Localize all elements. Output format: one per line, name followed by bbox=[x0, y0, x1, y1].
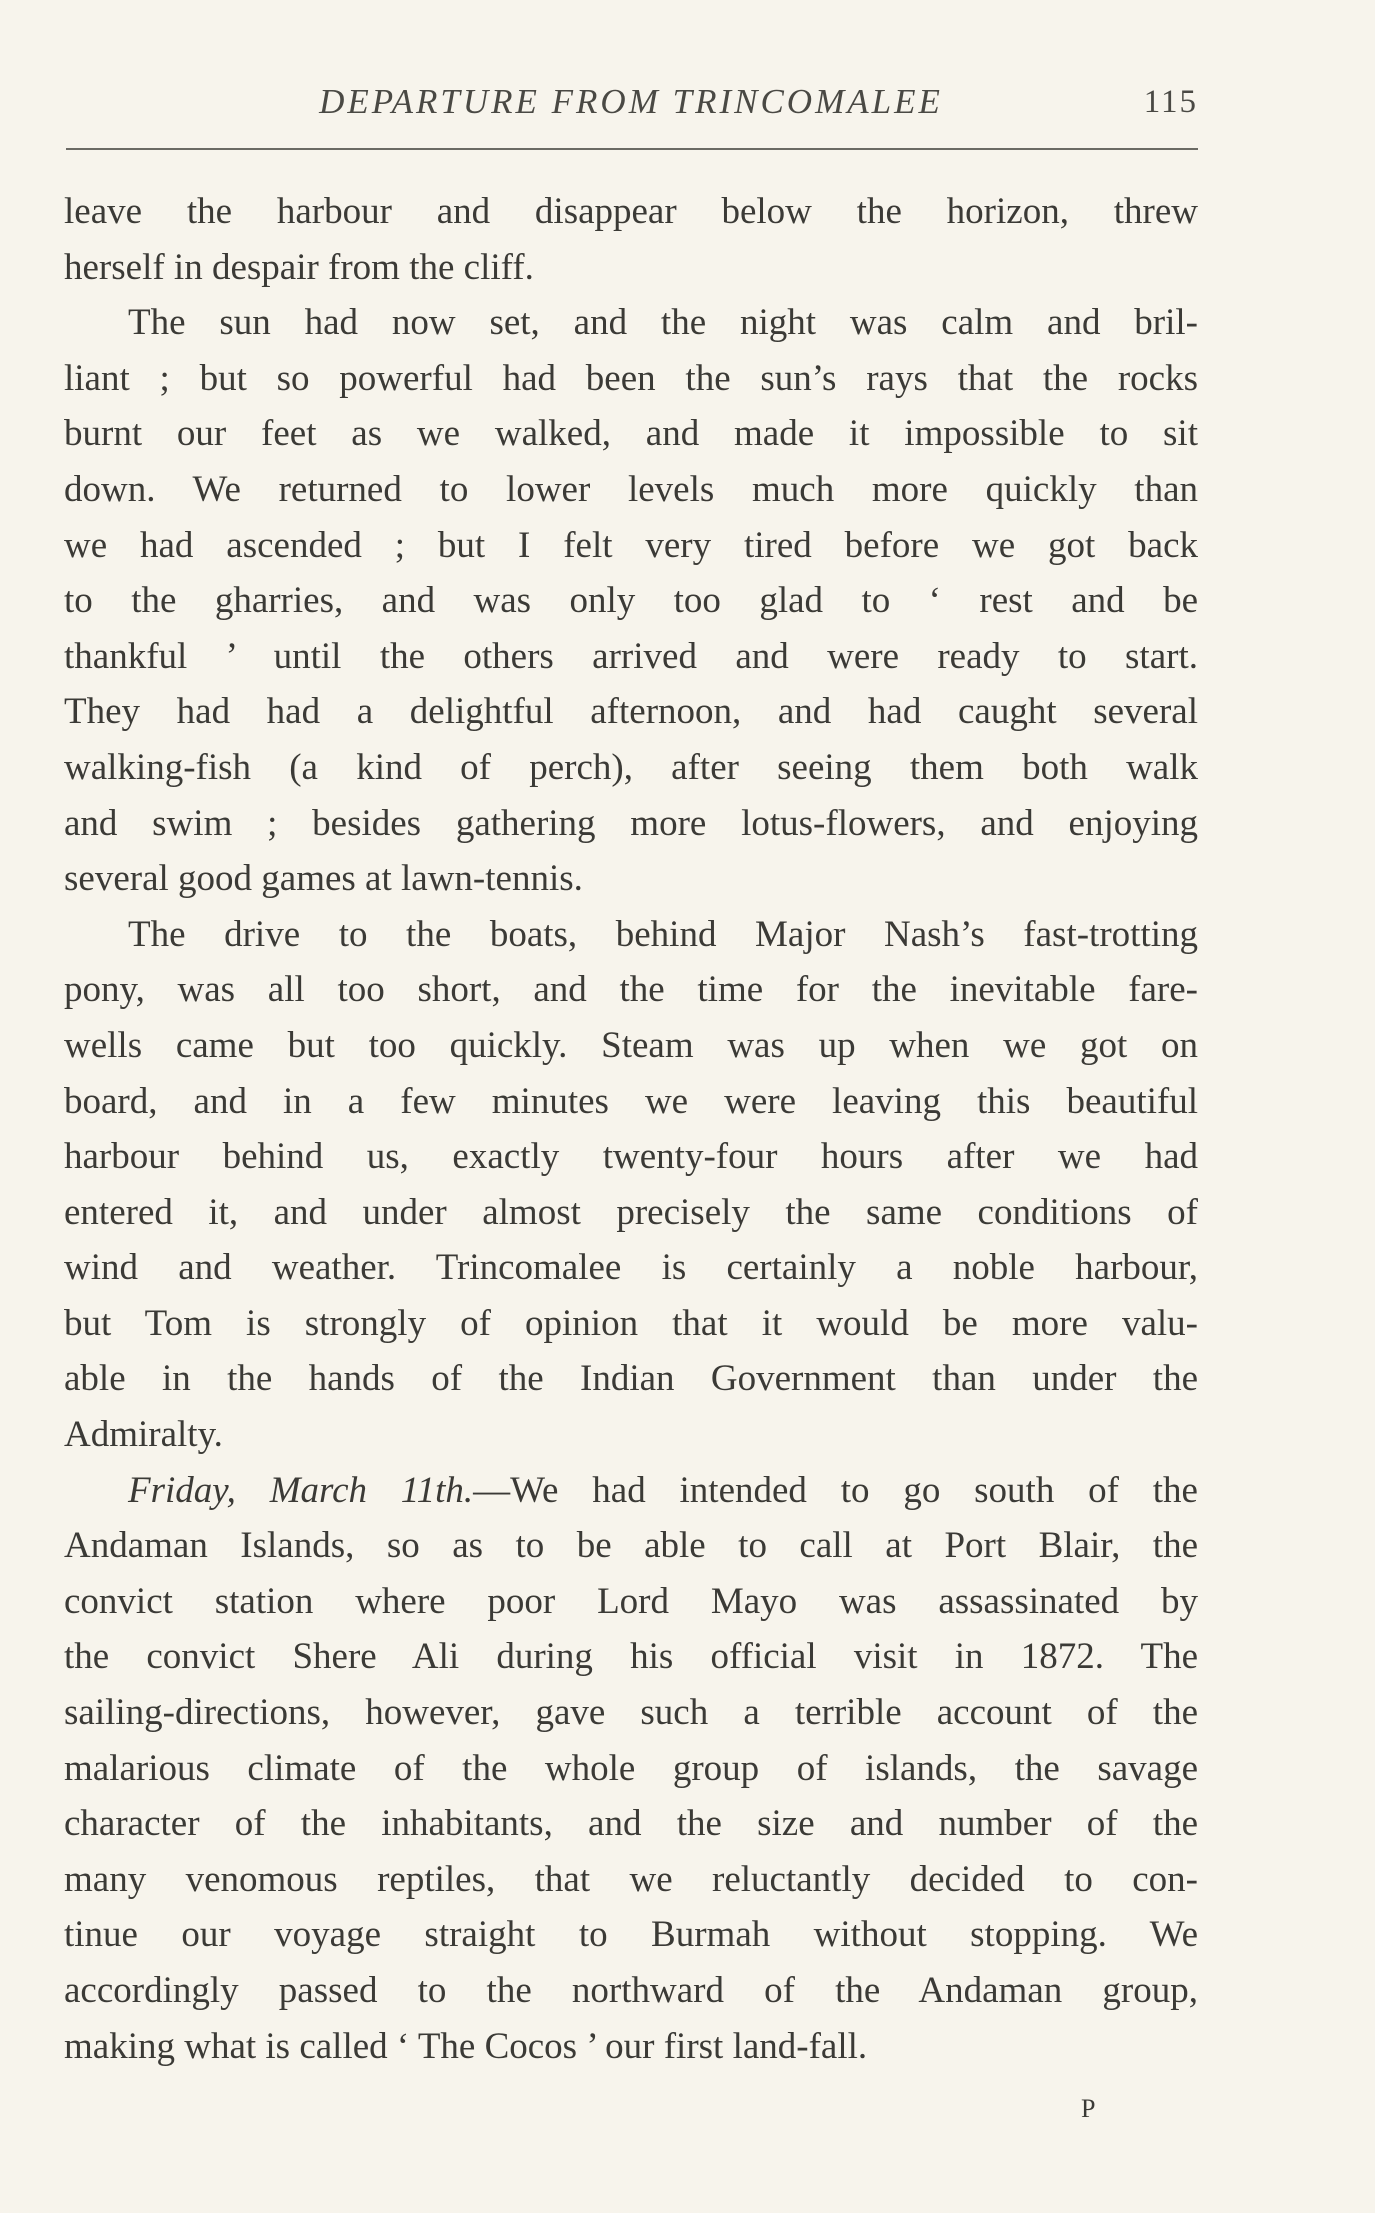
text-line: tinue our voyage straight to Burmah without stopping. We bbox=[64, 1914, 1198, 1956]
paragraph-start: The drive to the boats, behind Major Nash’s fast-trotting bbox=[128, 913, 1198, 955]
text-line: pony, was all too short, and the time for the inevitable fare- bbox=[64, 969, 1198, 1011]
text-line: burnt our feet as we walked, and made it impossible to sit bbox=[64, 413, 1198, 455]
text-line: wind and weather. Trincomalee is certainly a noble harbour, bbox=[64, 1247, 1198, 1289]
text-line: we had ascended ; but I felt very tired before we got back bbox=[64, 524, 1198, 566]
text-line: liant ; but so powerful had been the sun’s rays that the rocks bbox=[64, 357, 1198, 399]
text-line: entered it, and under almost precisely the same conditions of bbox=[64, 1191, 1198, 1233]
text-line: accordingly passed to the northward of the Andaman group, bbox=[64, 1970, 1198, 2011]
text-line: Andaman Islands, so as to be able to call at Port Blair, the bbox=[64, 1525, 1198, 1567]
text-line: making what is called ‘ The Cocos ’ our first land-fall. bbox=[64, 2025, 868, 2067]
text-line: walking-fish (a kind of perch), after seeing them both walk bbox=[64, 746, 1198, 788]
running-title: DEPARTURE FROM TRINCOMALEE bbox=[319, 82, 943, 121]
page-header bbox=[64, 82, 1198, 132]
text-line: board, and in a few minutes we were leaving this beautiful bbox=[64, 1080, 1198, 1122]
text-line: down. We returned to lower levels much more quickly than bbox=[64, 468, 1198, 510]
text-line: herself in despair from the cliff. bbox=[64, 246, 534, 288]
entry-date: Friday, March 11th. bbox=[128, 1469, 474, 1511]
text-line: several good games at lawn-tennis. bbox=[64, 858, 583, 900]
text-line: wells came but too quickly. Steam was up when we got on bbox=[64, 1024, 1198, 1066]
text-line: able in the hands of the Indian Government than under the bbox=[64, 1358, 1198, 1400]
text-line: Admiralty. bbox=[64, 1414, 223, 1456]
text-line: leave the harbour and disappear below the horizon, threw bbox=[64, 191, 1198, 232]
header-rule bbox=[66, 148, 1198, 150]
text-line: malarious climate of the whole group of islands, the savage bbox=[64, 1747, 1198, 1789]
dated-entry-line bbox=[64, 1463, 1198, 1519]
text-line: many venomous reptiles, that we reluctantly decided to con- bbox=[64, 1858, 1198, 1900]
entry-text: —We had intended to go south of the bbox=[473, 1469, 1198, 1511]
text-line: the convict Shere Ali during his official visit in 1872. The bbox=[64, 1636, 1198, 1678]
text-line: convict station where poor Lord Mayo was assassinated by bbox=[64, 1580, 1198, 1622]
text-line: to the gharries, and was only too glad to ‘ rest and be bbox=[64, 580, 1198, 622]
text-line: They had had a delightful afternoon, and had caught several bbox=[64, 691, 1198, 733]
text-line: and swim ; besides gathering more lotus-flowers, and enjoying bbox=[64, 802, 1198, 844]
signature-mark: P bbox=[1081, 2094, 1098, 2123]
body-text bbox=[64, 184, 1198, 2074]
text-line: harbour behind us, exactly twenty-four hours after we had bbox=[64, 1136, 1198, 1178]
page-number: 115 bbox=[1143, 84, 1198, 120]
paragraph-start: The sun had now set, and the night was calm and bril- bbox=[128, 302, 1198, 344]
text-line: character of the inhabitants, and the size and number of the bbox=[64, 1803, 1198, 1845]
text-line: but Tom is strongly of opinion that it would be more valu- bbox=[64, 1302, 1198, 1344]
text-line: thankful ’ until the others arrived and were ready to start. bbox=[64, 635, 1198, 677]
text-line: sailing-directions, however, gave such a terrible account of the bbox=[64, 1692, 1198, 1734]
